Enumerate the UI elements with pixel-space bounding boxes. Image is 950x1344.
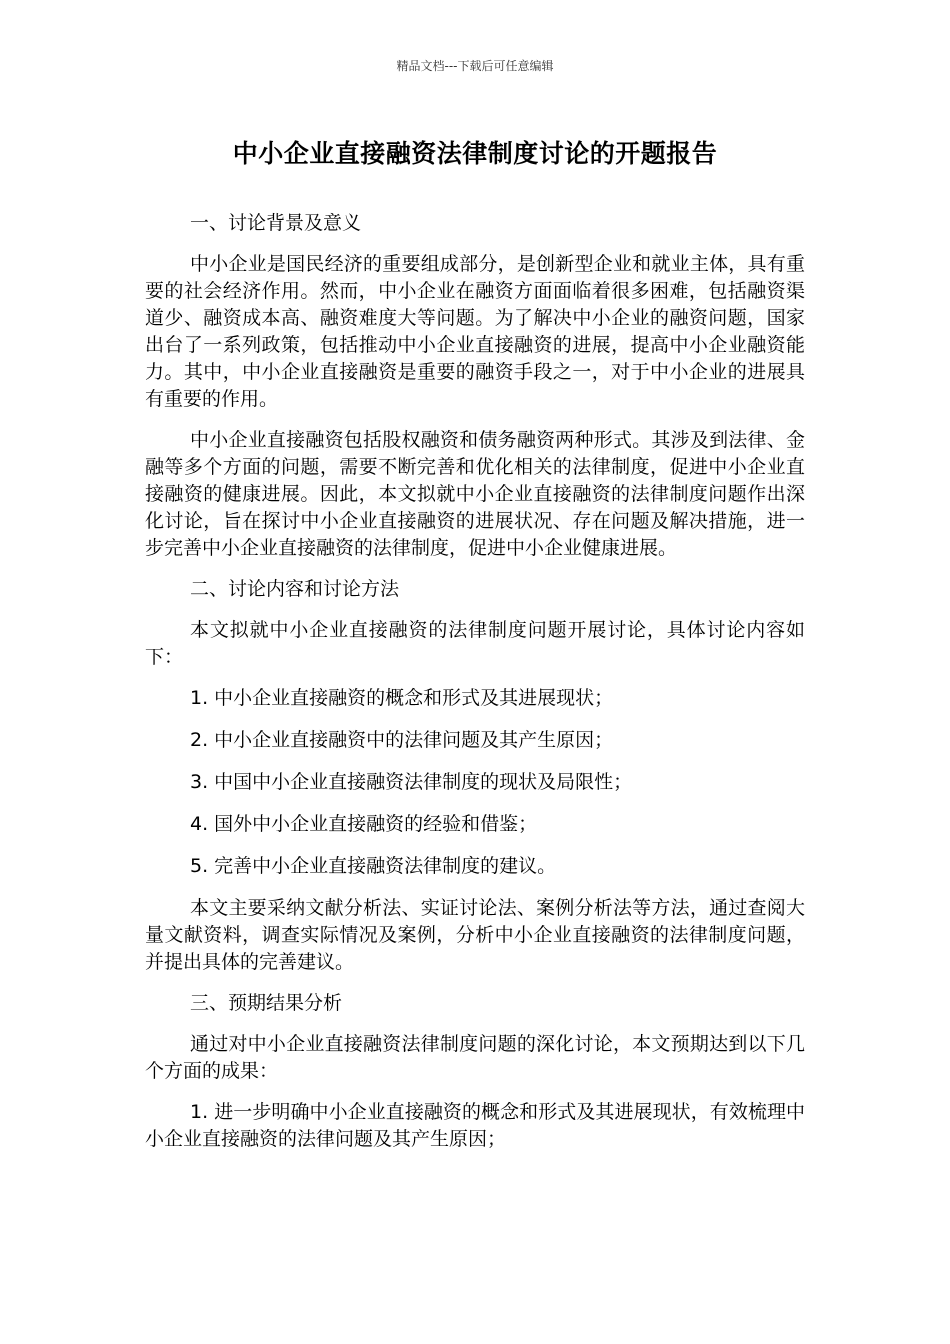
list-item-content-2: 2. 中小企业直接融资中的法律问题及其产生原因； xyxy=(190,729,614,751)
page-header-note: 精品文档---下载后可任意编辑 xyxy=(396,59,554,73)
section-heading-content-methods: 二、讨论内容和讨论方法 xyxy=(190,578,400,600)
document-title: 中小企业直接融资法律制度讨论的开题报告 xyxy=(232,139,718,168)
list-item-content-4: 4. 国外中小企业直接融资的经验和借鉴； xyxy=(190,813,538,835)
paragraph-methods: 本文主要采纳文献分析法、实证讨论法、案例分析法等方法，通过查阅大量文献资料，调查实际情况及案例，分析中小企业直接融资的法律制度问题，并提出具体的完善建议。 xyxy=(145,897,805,973)
section-heading-background: 一、讨论背景及意义 xyxy=(190,212,362,234)
section-heading-expected-results: 三、预期结果分析 xyxy=(190,992,343,1014)
paragraph-background-1: 中小企业是国民经济的重要组成部分，是创新型企业和就业主体，具有重要的社会经济作用。然而，中小企业在融资方面面临着很多困难，包括融资渠道少、融资成本高、融资难度大等问题。为了解决中小企业的融资问题，国家出台了一系列政策，包括推动中小企业直接融资的进展，提高中小企业融资能力。其中，中小企业直接融资是重要的融资手段之一，对于中小企业的进展具有重要的作用。 xyxy=(145,253,805,410)
list-item-content-3: 3. 中国中小企业直接融资法律制度的现状及局限性； xyxy=(190,771,633,793)
document-body xyxy=(145,210,805,1167)
paragraph-expected-intro: 通过对中小企业直接融资法律制度问题的深化讨论，本文预期达到以下几个方面的成果： xyxy=(145,1033,805,1082)
list-item-content-1: 1. 中小企业直接融资的概念和形式及其进展现状； xyxy=(190,687,614,709)
paragraph-content-intro: 本文拟就中小企业直接融资的法律制度问题开展讨论，具体讨论内容如下： xyxy=(145,619,805,668)
paragraph-background-2: 中小企业直接融资包括股权融资和债务融资两种形式。其涉及到法律、金融等多个方面的问题，需要不断完善和优化相关的法律制度，促进中小企业直接融资的健康进展。因此，本文拟就中小企业直接融资的法律制度问题作出深化讨论，旨在探讨中小企业直接融资的进展状况、存在问题及解决措施，进一步完善中小企业直接融资的法律制度，促进中小企业健康进展。 xyxy=(145,429,805,559)
list-item-expected-1: 1. 进一步明确中小企业直接融资的概念和形式及其进展现状，有效梳理中小企业直接融资的法律问题及其产生原因； xyxy=(145,1101,805,1150)
list-item-content-5: 5. 完善中小企业直接融资法律制度的建议。 xyxy=(190,855,557,877)
